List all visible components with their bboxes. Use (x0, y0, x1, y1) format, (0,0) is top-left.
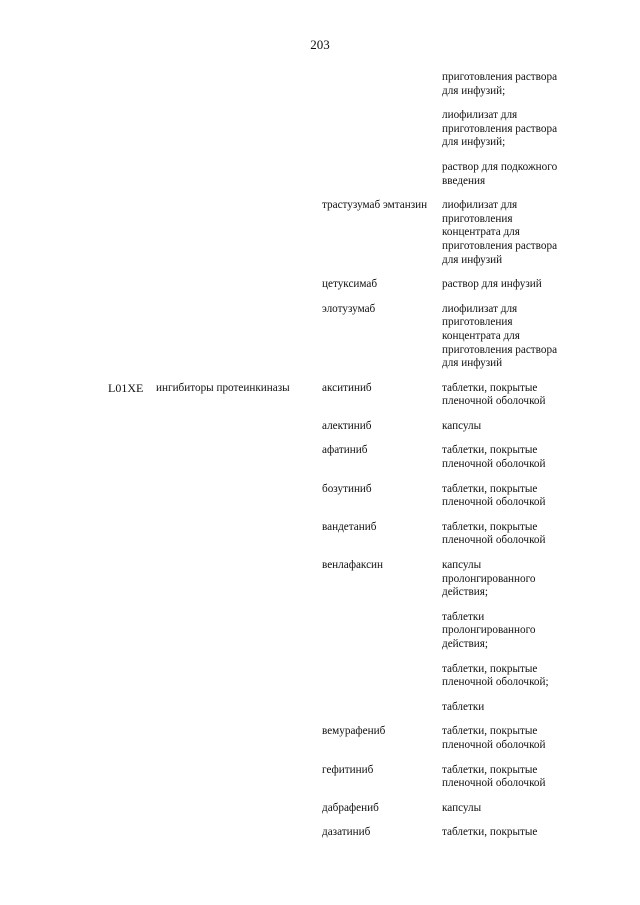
drug-name: венлафаксин (322, 559, 384, 572)
dosage-form: раствор для подкожного введения (442, 160, 558, 187)
dosage-form: таблетки, покрытые пленочной оболочкой (442, 381, 546, 408)
dosage-form: таблетки пролонгированного действия; (442, 610, 536, 650)
dosage-form: таблетки, покрытые пленочной оболочкой; (442, 662, 549, 689)
drug-name: элотузумаб (322, 302, 376, 315)
dosage-form: таблетки, покрытые пленочной оболочкой (442, 725, 546, 751)
drug-name: дазатиниб (322, 826, 371, 839)
table-row (0, 764, 640, 791)
table-row (0, 420, 640, 434)
dosage-forms (442, 199, 582, 267)
table-row (0, 382, 640, 409)
drug-name: вемурафениб (322, 725, 386, 738)
table-row (0, 278, 640, 292)
dosage-form: лиофилизат для приготовления концентрата для приготовления раствора для инфузий (442, 199, 558, 266)
dosage-forms (442, 802, 582, 816)
dosage-form: капсулы (442, 419, 482, 432)
dosage-forms (442, 826, 582, 840)
dosage-forms (442, 382, 582, 409)
dosage-form: лиофилизат для приготовления концентрата для приготовления раствора для инфузий (442, 302, 558, 370)
table-row (0, 725, 640, 752)
dosage-form: капсулы (442, 801, 482, 814)
drug-table (0, 71, 640, 840)
drug-name: вандетаниб (322, 520, 377, 533)
dosage-form: лиофилизат для приготовления раствора для инфузий; (442, 109, 558, 149)
table-row (0, 71, 640, 188)
dosage-form: капсулы пролонгированного действия; (442, 559, 536, 599)
dosage-form: таблетки, покрытые (442, 826, 538, 839)
dosage-forms (442, 71, 582, 188)
dosage-forms (442, 420, 582, 434)
dosage-form: раствор для инфузий (442, 278, 542, 291)
drug-name: алектиниб (322, 419, 372, 432)
table-row (0, 199, 640, 267)
table-row (0, 802, 640, 816)
dosage-form: таблетки (442, 700, 485, 713)
page-number: 203 (310, 37, 330, 52)
dosage-forms (442, 483, 582, 510)
table-row (0, 559, 640, 714)
dosage-forms (442, 278, 582, 292)
dosage-forms (442, 725, 582, 752)
drug-name: цетуксимаб (322, 278, 378, 291)
table-row (0, 826, 640, 840)
dosage-form: таблетки, покрытые пленочной оболочкой (442, 482, 546, 509)
dosage-forms (442, 444, 582, 471)
dosage-forms (442, 303, 582, 371)
dosage-form: приготовления раствора для инфузий; (442, 71, 558, 97)
table-row (0, 483, 640, 510)
table-row (0, 521, 640, 548)
pharmacological-group: ингибиторы протеинкиназы (156, 381, 290, 394)
dosage-forms (442, 764, 582, 791)
dosage-forms (442, 559, 582, 714)
drug-name: акситиниб (322, 381, 372, 394)
dosage-form: таблетки, покрытые пленочной оболочкой (442, 444, 546, 471)
drug-name: гефитиниб (322, 763, 374, 776)
atc-code: L01XE (108, 380, 144, 395)
table-row (0, 303, 640, 371)
dosage-form: таблетки, покрытые пленочной оболочкой (442, 763, 546, 790)
table-row (0, 444, 640, 471)
drug-name: трастузумаб эмтанзин (322, 199, 428, 212)
dosage-forms (442, 521, 582, 548)
dosage-form: таблетки, покрытые пленочной оболочкой (442, 520, 546, 547)
drug-name: бозутиниб (322, 482, 372, 495)
drug-name: афатиниб (322, 444, 368, 457)
drug-name: дабрафениб (322, 801, 379, 814)
